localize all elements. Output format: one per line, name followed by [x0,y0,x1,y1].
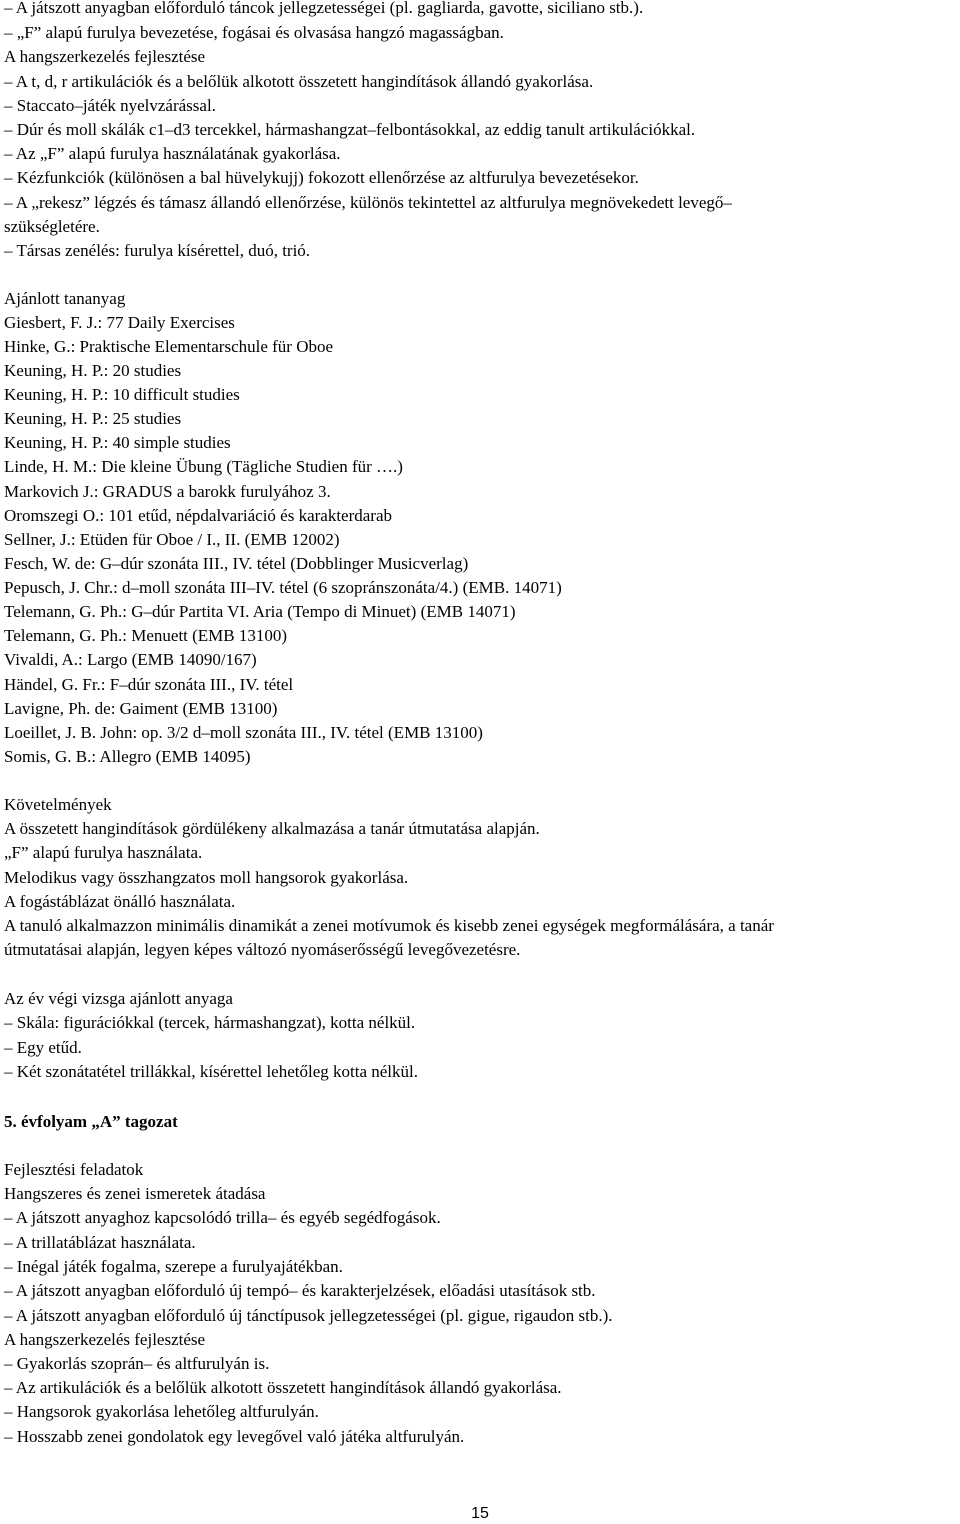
text-line: Fesch, W. de: G–dúr szonáta III., IV. tétel (Dobblinger Musicverlag) [4,554,469,573]
text-line: – Két szonátatétel trillákkal, kísérettel lehetőleg kotta nélkül. [4,1062,418,1081]
text-line: Telemann, G. Ph.: G–dúr Partita VI. Aria (Tempo di Minuet) (EMB 14071) [4,602,516,621]
text-line: – A „rekesz” légzés és támasz állandó ellenőrzése, különös tekintettel az altfurulya megnövekedett levegő– [4,193,732,212]
text-line: Telemann, G. Ph.: Menuett (EMB 13100) [4,626,288,645]
text-line: – Gyakorlás szoprán– és altfurulyán is. [4,1354,270,1373]
text-line: – Egy etűd. [4,1038,82,1057]
text-line: Az év végi vizsga ajánlott anyaga [4,989,233,1008]
text-line: – Hangsorok gyakorlása lehetőleg altfurulyán. [4,1402,319,1421]
text-line: Keuning, H. P.: 20 studies [4,361,182,380]
text-line: A fogástáblázat önálló használata. [4,892,236,911]
text-line: Ajánlott tananyag [4,289,126,308]
text-line: Pepusch, J. Chr.: d–moll szonáta III–IV. tétel (6 szopránszonáta/4.) (EMB. 14071) [4,578,562,597]
text-line: Vivaldi, A.: Largo (EMB 14090/167) [4,650,257,669]
text-line: – A játszott anyagban előforduló új tempó– és karakterjelzések, előadási utasítások stb. [4,1281,596,1300]
text-line: – Kézfunkciók (különösen a bal hüvelykujj) fokozott ellenőrzése az altfurulya bevezetésekor. [4,168,639,187]
text-line: Hangszeres és zenei ismeretek átadása [4,1184,266,1203]
text-line: Fejlesztési feladatok [4,1160,144,1179]
text-line: Somis, G. B.: Allegro (EMB 14095) [4,747,251,766]
page-number: 15 [471,1505,489,1522]
text-line: – Staccato–játék nyelvzárással. [4,96,216,115]
text-line: Sellner, J.: Etüden für Oboe / I., II. (EMB 12002) [4,530,340,549]
text-line: „F” alapú furulya használata. [4,843,203,862]
text-line: – A t, d, r artikulációk és a belőlük alkotott összetett hangindítások állandó gyakorlása. [4,72,594,91]
text-line: útmutatásai alapján, legyen képes változó nyomáserősségű levegővezetésre. [4,940,521,959]
text-line: – A játszott anyagban előforduló új tánctípusok jellegzetességei (pl. gigue, rigaudon stb.). [4,1306,613,1325]
text-line: – A játszott anyaghoz kapcsolódó trilla– és egyéb segédfogások. [4,1208,441,1227]
text-line: szükségletére. [4,217,100,236]
text-line: Lavigne, Ph. de: Gaiment (EMB 13100) [4,699,278,718]
text-line: Keuning, H. P.: 25 studies [4,409,182,428]
text-line: – Társas zenélés: furulya kísérettel, duó, trió. [4,241,311,260]
text-line: Markovich J.: GRADUS a barokk furulyához 3. [4,482,331,501]
text-line: Oromszegi O.: 101 etűd, népdalvariáció és karakterdarab [4,506,393,525]
text-line: Melodikus vagy összhangzatos moll hangsorok gyakorlása. [4,868,409,887]
text-line: – Az artikulációk és a belőlük alkotott összetett hangindítások állandó gyakorlása. [4,1378,562,1397]
text-line: Händel, G. Fr.: F–dúr szonáta III., IV. tétel [4,675,294,694]
text-line: A tanuló alkalmazzon minimális dinamikát a zenei motívumok és kisebb zenei egységek megformálására, a tanár [4,916,774,935]
text-line: – Az „F” alapú furulya használatának gyakorlása. [4,144,341,163]
text-line: Követelmények [4,795,112,814]
text-line: – A játszott anyagban előforduló táncok jellegzetességei (pl. gagliarda, gavotte, siciliano stb.). [4,0,644,17]
text-line: Loeillet, J. B. John: op. 3/2 d–moll szonáta III., IV. tétel (EMB 13100) [4,723,483,742]
text-line: Keuning, H. P.: 40 simple studies [4,433,231,452]
text-line: Hinke, G.: Praktische Elementarschule für Oboe [4,337,334,356]
text-line: – „F” alapú furulya bevezetése, fogásai és olvasása hangzó magasságban. [4,23,504,42]
text-line: A összetett hangindítások gördülékeny alkalmazása a tanár útmutatása alapján. [4,819,540,838]
text-line: – Dúr és moll skálák c1–d3 tercekkel, hármashangzat–felbontásokkal, az eddig tanult artikulációkkal. [4,120,696,139]
text-line: – Inégal játék fogalma, szerepe a furulyajátékban. [4,1257,343,1276]
text-line: – Skála: figurációkkal (tercek, hármashangzat), kotta nélkül. [4,1013,416,1032]
text-line: Giesbert, F. J.: 77 Daily Exercises [4,313,235,332]
text-line: A hangszerkezelés fejlesztése [4,1330,206,1349]
section-heading: 5. évfolyam „A” tagozat [4,1112,178,1131]
text-line: A hangszerkezelés fejlesztése [4,47,206,66]
text-line: Keuning, H. P.: 10 difficult studies [4,385,240,404]
text-line: Linde, H. M.: Die kleine Übung (Tägliche Studien für ….) [4,457,403,476]
text-line: – A trillatáblázat használata. [4,1233,196,1252]
text-line: – Hosszabb zenei gondolatok egy levegővel való játéka altfurulyán. [4,1427,465,1446]
